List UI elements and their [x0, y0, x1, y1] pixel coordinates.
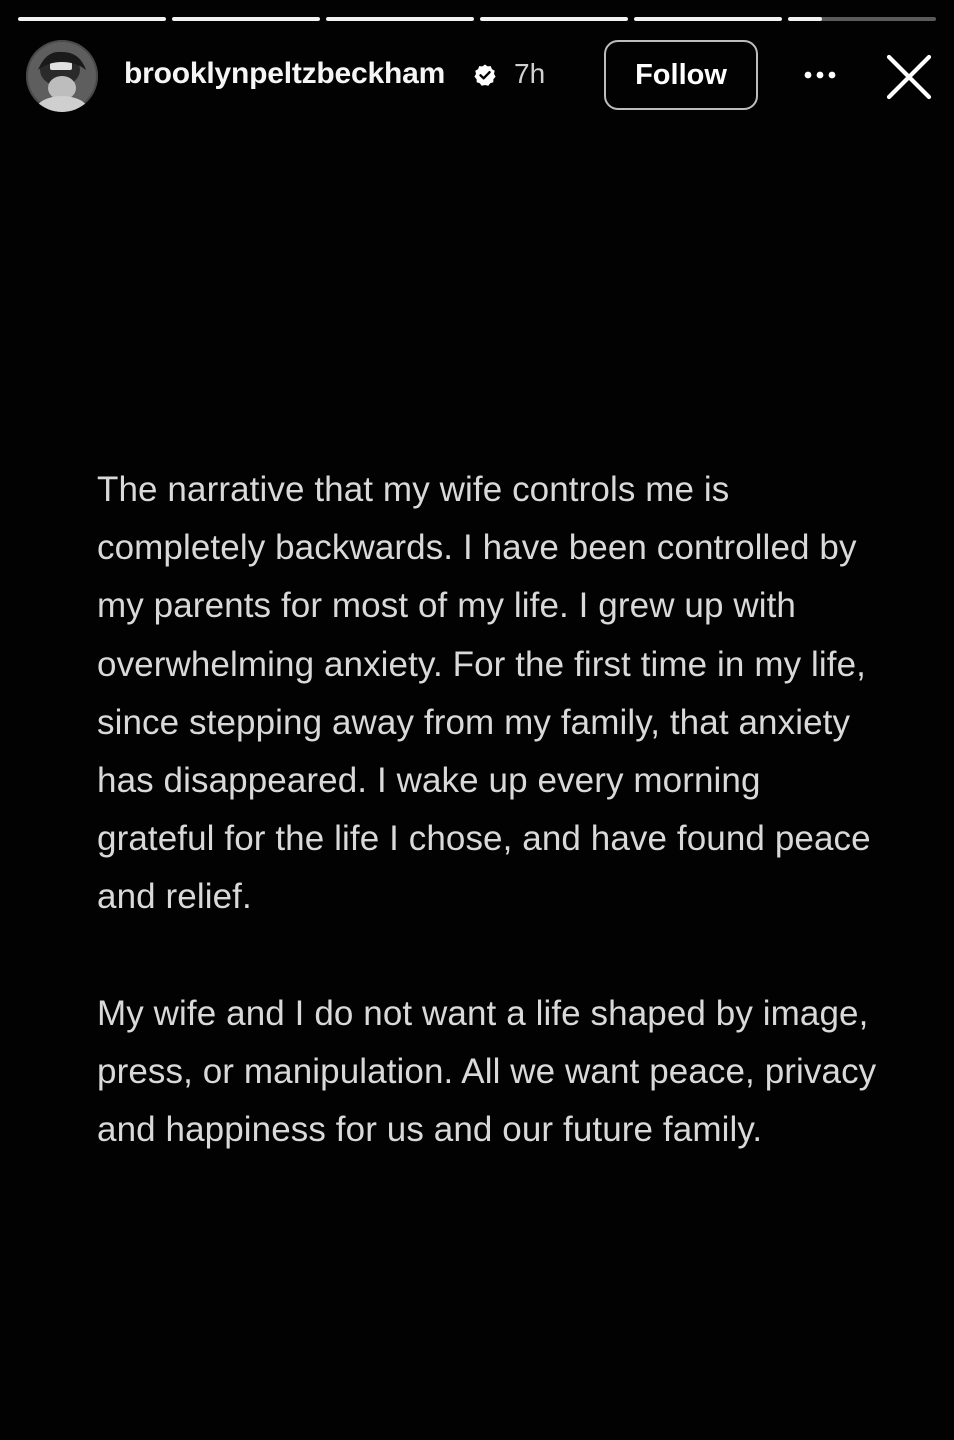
progress-segment — [18, 17, 166, 21]
progress-segment-fill — [788, 17, 822, 21]
progress-segment — [634, 17, 782, 21]
verified-badge-icon — [473, 63, 497, 87]
more-horizontal-icon[interactable] — [800, 60, 840, 90]
story-progress-bar — [18, 17, 936, 21]
story-paragraph: The narrative that my wife controls me is completely backwards. I have been controlled by my parents for most of my life. I grew up with overwhelming anxiety. For the first time in my life, since stepping away from my family, that anxiety has disappeared. I wake up every morning grateful for the life I chose, and have found peace and relief. — [97, 470, 871, 917]
progress-segment-fill — [480, 17, 628, 21]
story-paragraph: My wife and I do not want a life shaped by image, press, or manipulation. All we want peace, privacy and happiness for us and our future family. — [97, 993, 877, 1150]
progress-segment-fill — [18, 17, 166, 21]
progress-segment — [172, 17, 320, 21]
progress-segment-fill — [172, 17, 320, 21]
progress-segment — [788, 17, 936, 21]
progress-segment — [326, 17, 474, 21]
progress-segment-fill — [634, 17, 782, 21]
story-header — [0, 38, 954, 114]
close-icon[interactable] — [884, 52, 934, 102]
avatar-image — [26, 40, 98, 112]
username[interactable]: brooklynpeltzbeckham — [124, 57, 446, 90]
progress-segment — [480, 17, 628, 21]
post-time: 7h — [514, 58, 546, 89]
progress-segment-fill — [326, 17, 474, 21]
story-text — [97, 461, 887, 1159]
follow-button[interactable]: Follow — [604, 40, 758, 110]
avatar[interactable] — [26, 40, 98, 112]
